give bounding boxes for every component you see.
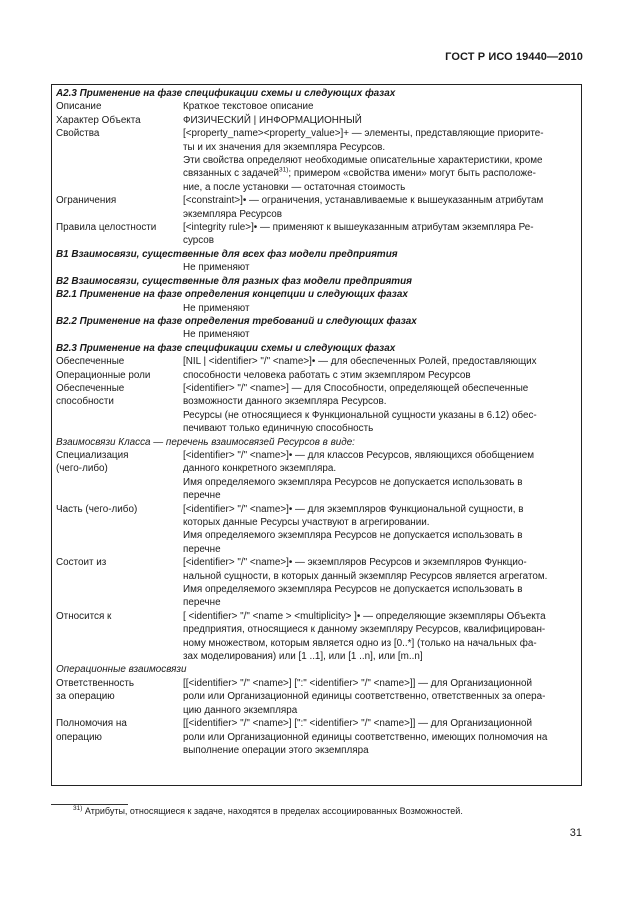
attribute-row xyxy=(56,717,577,757)
attribute-row xyxy=(56,677,577,717)
attribute-value: [<identifier> "/" <name>]• — для классов Ресурсов, являющихся обобщением данного конкретного экземпляра. Имя определяемого экземпляра Ресурсов не допускается использовать в перечне xyxy=(183,449,535,502)
attribute-label: Часть (чего-либо) xyxy=(56,503,138,515)
attribute-row xyxy=(56,127,577,167)
attribute-row xyxy=(56,503,577,557)
attribute-label: Относится к xyxy=(56,610,112,622)
attribute-label: Свойства xyxy=(56,128,100,140)
attribute-value: [<identifier> "/" <name>] — для Способности, определяющей обеспеченные возможности данного экземпляра Ресурсов. Ресурсы (не относящиеся к Функциональной сущности указаны в 6.12) обес- печивают только единичную способность xyxy=(183,382,537,435)
attribute-value: [<integrity rule>]• — применяют к вышеуказанным атрибутам экземпляра Ре- сурсов xyxy=(183,222,534,247)
rows-b xyxy=(56,194,577,248)
attribute-value: [<identifier> "/" <name>]• — экземпляров Ресурсов и экземпляров Функцио- нальной сущности, в которых данный экземпляр Ресурсов является агрегатом. Имя определяемого экземпляра Ресурсов не допускается использовать в перечне xyxy=(183,557,548,609)
attribute-label: Описание xyxy=(56,101,102,113)
attribute-value: ФИЗИЧЕСКИЙ | ИНФОРМАЦИОННЫЙ xyxy=(183,114,362,126)
rows-d xyxy=(56,449,577,664)
attribute-row xyxy=(56,355,577,382)
section-heading-b21: В2.1 Применение на фазе определения концепции и следующих фазах xyxy=(56,289,408,301)
section-heading-b2: В2 Взаимосвязи, существенные для разных фаз модели предприятия xyxy=(56,275,412,287)
attribute-value: [[<identifier> "/" <name>] [":" <identifier> "/" <name>]] — для Организационной роли или Организационной единицы соответственно, имеющих полномочия на выполнение операции этого экземпляра xyxy=(183,718,548,756)
attribute-label: Правила целостности xyxy=(56,222,157,234)
footnote: $^{31)}$ Атрибуты, относящиеся к задаче, находятся в пределах ассоциированных Возможностей. xyxy=(73,805,463,816)
attribute-row xyxy=(56,382,577,436)
attribute-row xyxy=(56,100,577,113)
section-heading-b22: В2.2 Применение на фазе определения требований и следующих фазах xyxy=(56,315,417,327)
attribute-label: Специализация (чего-либо) xyxy=(56,449,129,475)
attribute-label: Характер Объекта xyxy=(56,114,141,126)
property-row-continued xyxy=(56,167,577,194)
attribute-row xyxy=(56,194,577,221)
attribute-value: [ <identifier> "/" <name > <multiplicity> ]• — определяющие экземпляры Объекта предприятия, относящиеся к данному экземпляру Ресурсов, квалифицирован- ному множеством, которым является одно из [0..*] (только на начальных фа- зах моделирования) или [1 ..1], или [1 ..n], или [m..n] xyxy=(183,610,546,663)
subheading-class-relations: Взаимосвязи Класса — перечень взаимосвязей Ресурсов в виде: xyxy=(56,436,355,448)
attribute-value: [<identifier> "/" <name>]• — для экземпляров Функциональной сущности, в которых данные Ресурсы участвуют в агрегировании. Имя определяемого экземпляра Ресурсов не допускается использовать в перечне xyxy=(183,503,524,555)
attribute-value: [NIL | <identifier> "/" <name>]• — для обеспеченных Ролей, предоставляющих способности человека работать с этим экземпляром Ресурсов xyxy=(183,356,537,381)
attribute-row xyxy=(56,221,577,248)
not-applied-text: Не применяют xyxy=(183,302,250,314)
subheading-operational-relations: Операционные взаимосвязи xyxy=(56,664,187,676)
attribute-value: [[<identifier> "/" <name>] [":" <identifier> "/" <name>]] — для Организационной роли или Организационной единицы соответственно, ответственных за опера- цию данного экземпляра xyxy=(183,677,546,716)
attribute-row xyxy=(56,610,577,664)
attribute-row xyxy=(56,556,577,610)
empty-label xyxy=(56,167,183,194)
section-heading-a23: А2.3 Применение на фазе спецификации схемы и следующих фазах xyxy=(56,88,396,99)
rows-e xyxy=(56,677,577,757)
attribute-label: Полномочия на операцию xyxy=(56,718,127,743)
rows-c xyxy=(56,355,577,435)
section-heading-b1: В1 Взаимосвязи, существенные для всех фаз модели предприятия xyxy=(56,248,398,260)
attribute-row xyxy=(56,114,577,127)
not-applied-text: Не применяют xyxy=(183,262,250,274)
document-header: ГОСТ Р ИСО 19440—2010 xyxy=(445,51,583,63)
attribute-label: Обеспеченные способности xyxy=(56,382,125,408)
footnote-ref: 31) xyxy=(279,167,289,175)
not-applied-text: Не применяют xyxy=(183,329,250,341)
section-heading-b23: В2.3 Применение на фазе спецификации схемы и следующих фазах xyxy=(56,342,396,354)
attribute-label: Обеспеченные Операционные роли xyxy=(56,356,151,381)
attribute-label: Ответственность за операцию xyxy=(56,677,135,703)
attribute-label: Ограничения xyxy=(56,195,117,207)
property-line-with-footnote: связанных с задачей$^{31)}$; примером «свойства имени» могут быть расположе- xyxy=(183,167,536,180)
attribute-label: Состоит из xyxy=(56,557,107,569)
rows-a xyxy=(56,100,577,167)
property-line: ние, а после установки — остаточная стоимость xyxy=(183,181,406,193)
footnote-separator xyxy=(51,804,128,805)
page-number: 31 xyxy=(569,827,582,839)
attribute-value: [<constraint>]• — ограничения, устанавливаемые к вышеуказанным атрибутам экземпляра Ресурсов xyxy=(183,195,544,220)
attribute-value: Краткое текстовое описание xyxy=(183,101,314,113)
attribute-row xyxy=(56,449,577,503)
attribute-table xyxy=(51,84,582,786)
attribute-value: [<property_name><property_value>]+ — элементы, представляющие приорите- ты и их значения для экземпляра Ресурсов. Эти свойства определяют необходимые описательные характеристики, кроме xyxy=(183,128,544,167)
